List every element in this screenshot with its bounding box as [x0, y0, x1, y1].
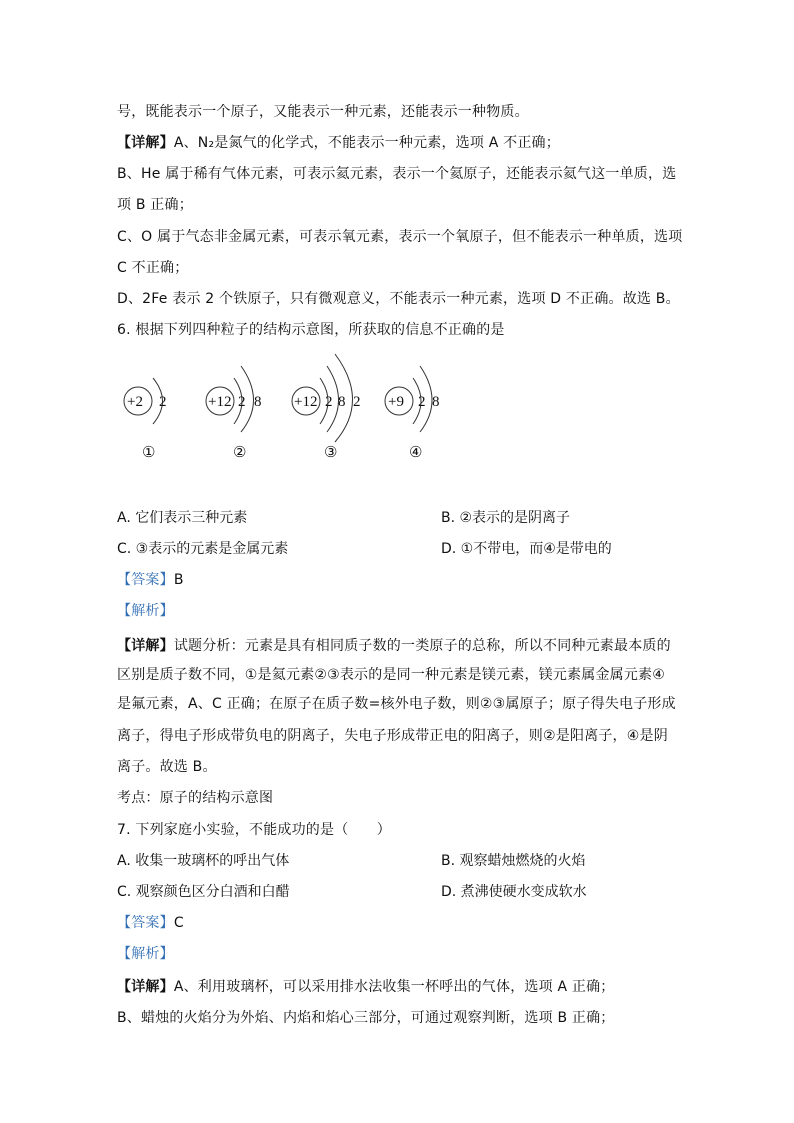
q7-stem: 7. 下列家庭小实验，不能成功的是（ ）: [117, 822, 392, 838]
nucleus-charge-4: +9: [388, 394, 404, 410]
answer-value: C: [173, 915, 184, 931]
shell-1-1: 2: [159, 394, 167, 410]
q7-detail-line-2: B、蜡烛的火焰分为外焰、内焰和焰心三部分，可通过观察判断，选项 B 正确；: [117, 1010, 615, 1026]
q7-option-b: B. 观察蜡烛燃烧的火焰: [441, 853, 586, 869]
detail-text: A、N₂是氮气的化学式，不能表示一种元素，选项 A 不正确；: [173, 135, 560, 151]
particle-label-1: ①: [142, 445, 156, 461]
q6-detail-line-5: 离子。故选 B。: [117, 759, 217, 775]
q6-option-d: D. ①不带电，而④是带电的: [441, 541, 612, 557]
q7-option-d: D. 煮沸使硬水变成软水: [441, 884, 587, 900]
shell-4-2: 8: [432, 394, 440, 410]
prev-detail-line-3: B、He 属于稀有气体元素，可表示氦元素，表示一个氦原子，还能表示氦气这一单质，选: [117, 166, 677, 182]
prev-detail-line-6: C 不正确；: [117, 260, 189, 276]
detail-tag: 【详解】: [117, 979, 174, 995]
q7-option-a: A. 收集一玻璃杯的呼出气体: [117, 853, 290, 869]
prev-detail-line-7: D、2Fe 表示 2 个铁原子，只有微观意义，不能表示一种元素，选项 D 不正确。故选 B。: [117, 291, 680, 307]
prev-detail-line-4: 项 B 正确；: [117, 197, 193, 213]
detail-tag: 【详解】: [117, 135, 174, 151]
shell-4-1: 2: [418, 394, 426, 410]
shell-3-1: 2: [325, 394, 333, 410]
shell-2-2: 8: [254, 394, 262, 410]
particle-label-4: ④: [409, 445, 423, 461]
q6-detail-line-3: 是氟元素，A、C 正确；在原子在质子数=核外电子数，则②③属原子；原子得失电子形成: [117, 696, 676, 712]
nucleus-charge-2: +12: [208, 394, 232, 410]
answer-value: B: [173, 572, 184, 588]
detail-text: 试题分析：元素是具有相同质子数的一类原子的总称，所以不同种元素最本质的: [173, 638, 671, 654]
answer-tag: 【答案】: [117, 915, 174, 931]
q7-option-c: C. 观察颜色区分白酒和白醋: [117, 884, 290, 900]
q6-kaodian: 考点：原子的结构示意图: [117, 790, 274, 806]
detail-text: A、利用玻璃杯，可以采用排水法收集一杯呼出的气体，选项 A 正确；: [173, 979, 615, 995]
prev-explanation-line-1: 号，既能表示一个原子，又能表示一种元素，还能表示一种物质。: [117, 104, 529, 120]
q6-option-b: B. ②表示的是阴离子: [441, 510, 571, 526]
prev-detail-line-2: [117, 133, 560, 153]
atomic-structure-diagram: [110, 350, 460, 470]
q6-option-a: A. 它们表示三种元素: [117, 510, 248, 526]
nucleus-charge-1: +2: [127, 394, 143, 410]
shell-3-2: 8: [338, 394, 346, 410]
q6-detail-line-4: 离子，得电子形成带负电的阴离子，失电子形成带正电的阳离子，则②是阳离子，④是阴: [117, 728, 668, 744]
shell-3-3: 2: [353, 394, 361, 410]
q7-analysis-tag: 【解析】: [117, 946, 174, 962]
particle-label-3: ③: [324, 445, 338, 461]
detail-tag: 【详解】: [117, 638, 174, 654]
q6-answer: [117, 570, 184, 590]
nucleus-charge-3: +12: [294, 394, 318, 410]
particle-label-2: ②: [233, 445, 247, 461]
q6-analysis-tag: 【解析】: [117, 603, 174, 619]
q6-option-c: C. ③表示的元素是金属元素: [117, 541, 289, 557]
q7-answer: [117, 913, 184, 933]
q7-detail-line-1: [117, 977, 614, 997]
prev-detail-line-5: C、O 属于气态非金属元素，可表示氧元素，表示一个氧原子，但不能表示一种单质，选项: [117, 229, 683, 245]
answer-tag: 【答案】: [117, 572, 174, 588]
q6-detail-line-1: [117, 636, 671, 656]
shell-2-1: 2: [238, 394, 246, 410]
q6-detail-line-2: 区别是质子数不同，①是氦元素②③表示的是同一种元素是镁元素，镁元素属金属元素④: [117, 667, 666, 683]
q6-stem: 6. 根据下列四种粒子的结构示意图，所获取的信息不正确的是: [117, 322, 505, 338]
